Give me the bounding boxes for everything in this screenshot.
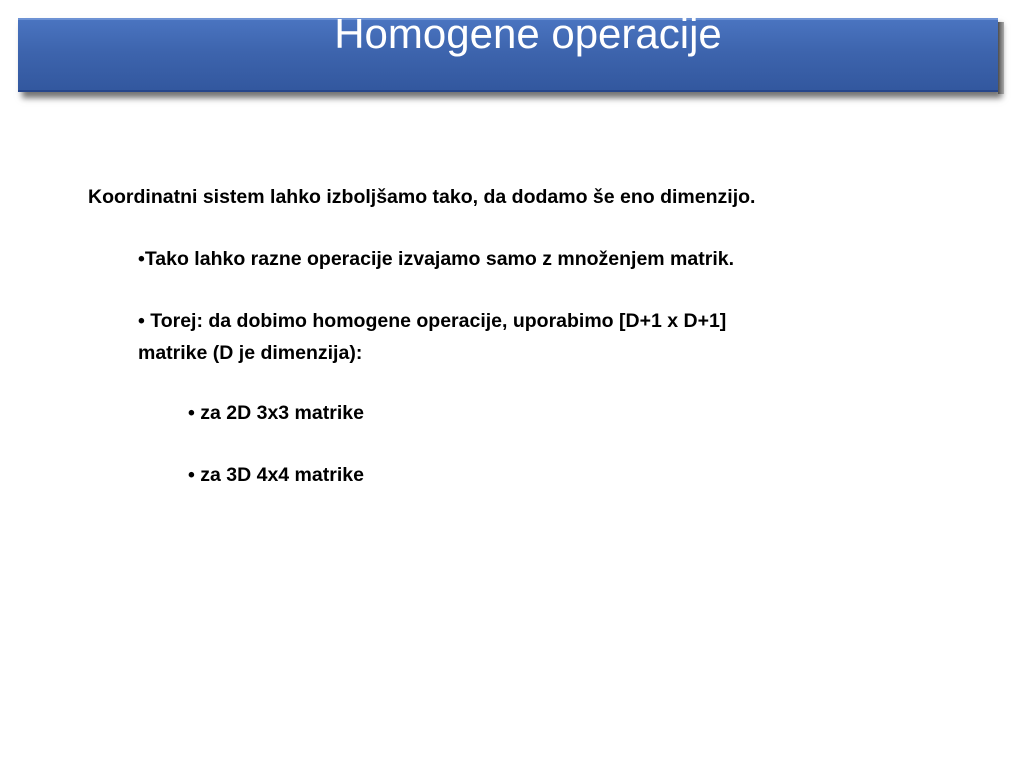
intro-text: Koordinatni sistem lahko izboljšamo tako, da dodamo še eno dimenzijo. — [88, 186, 756, 208]
bullet-homogeneous-line-1: • Torej: da dobimo homogene operacije, uporabimo [D+1 x D+1] — [138, 310, 727, 332]
slide-title: Homogene operacije — [334, 10, 722, 57]
bullet-homogeneous-line-2: matrike (D je dimenzija): — [138, 342, 363, 364]
sub-bullet-3d: • za 3D 4x4 matrike — [188, 464, 364, 486]
sub-bullet-2d: • za 2D 3x3 matrike — [188, 402, 364, 424]
bullet-matrix-multiplication: •Tako lahko razne operacije izvajamo samo z množenjem matrik. — [138, 248, 735, 270]
